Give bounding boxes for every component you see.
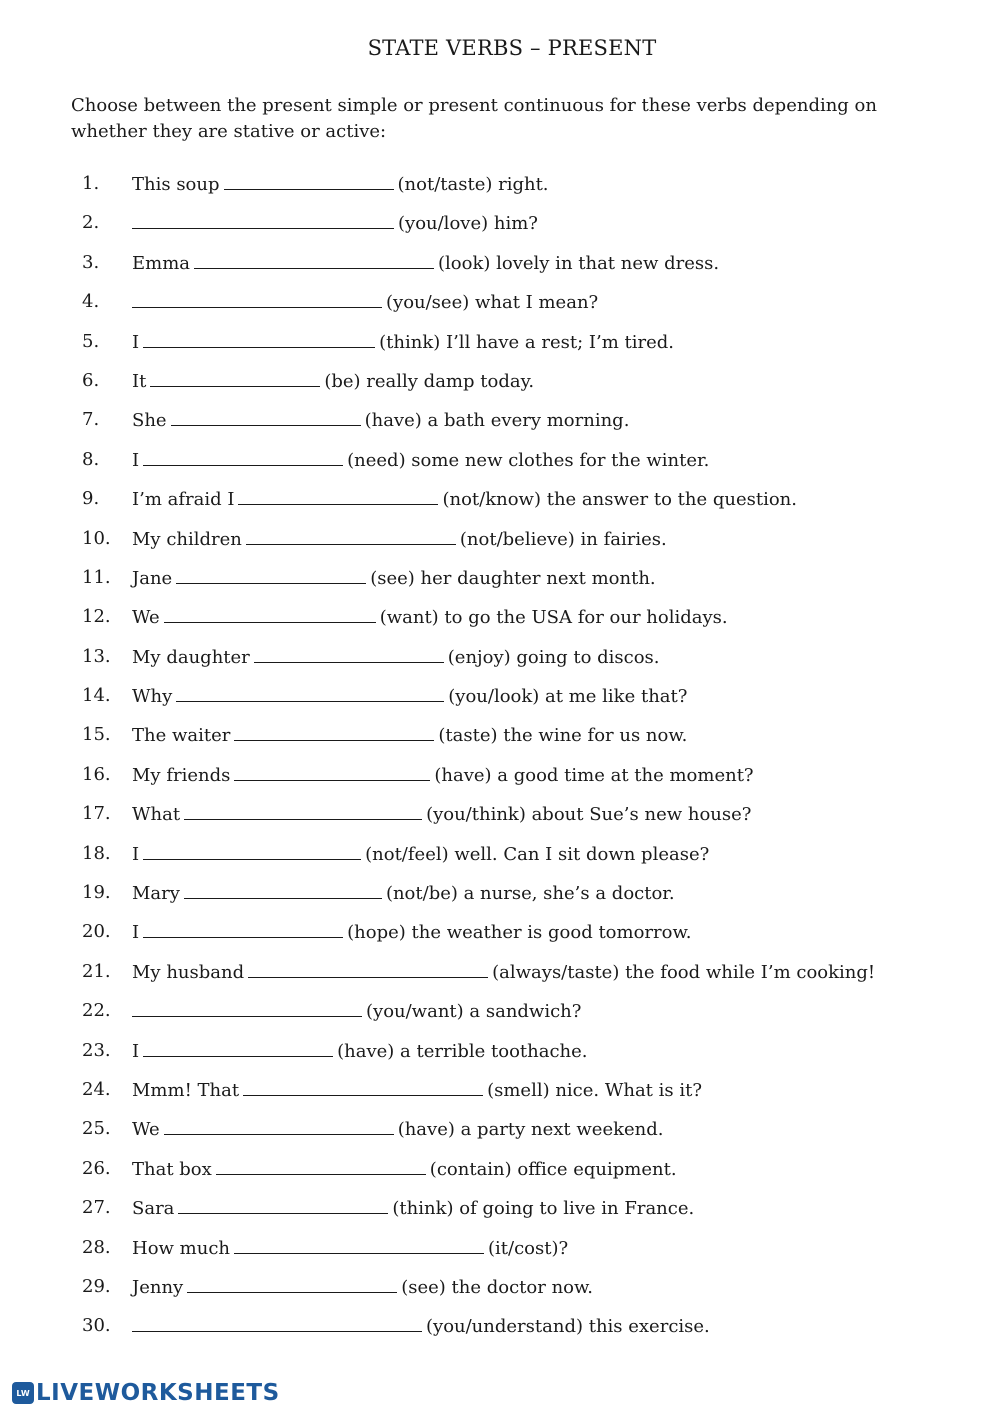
- sentence-start: Emma: [132, 252, 191, 274]
- sentence-start: This soup: [132, 174, 220, 195]
- sentence-end: (not/taste) right.: [397, 174, 549, 195]
- answer-blank[interactable]: [243, 1077, 483, 1096]
- sentence-start: My daughter: [132, 646, 250, 668]
- answer-blank[interactable]: [216, 1156, 426, 1175]
- item-number: 5.: [82, 330, 100, 352]
- sentence-end: (you/want) a sandwich?: [366, 1001, 582, 1023]
- sentence-start: I: [132, 449, 140, 471]
- sentence-start: I: [132, 922, 140, 944]
- item-sentence: [132, 722, 687, 749]
- item-sentence: [132, 1274, 593, 1301]
- item-number: 27.: [82, 1197, 111, 1219]
- item-number: 22.: [82, 1000, 111, 1022]
- exercise-item: [0, 526, 1000, 565]
- sentence-end: (not/believe) in fairies.: [459, 528, 667, 550]
- sentence-start: I: [132, 843, 140, 865]
- answer-blank[interactable]: [184, 801, 422, 820]
- footer-logo[interactable]: [12, 1380, 280, 1406]
- answer-blank[interactable]: [184, 880, 382, 899]
- item-sentence: [132, 1235, 568, 1262]
- item-number: 6.: [82, 369, 100, 391]
- exercise-item: [0, 289, 1000, 328]
- sentence-start: My husband: [132, 961, 245, 983]
- sentence-start: It: [132, 370, 147, 392]
- item-number: 3.: [82, 251, 100, 273]
- exercise-item: [0, 644, 1000, 683]
- item-number: 12.: [82, 606, 111, 628]
- item-sentence: [132, 683, 687, 710]
- sentence-start: How much: [132, 1237, 230, 1259]
- exercise-item: [0, 880, 1000, 919]
- sentence-start: We: [132, 607, 160, 629]
- answer-blank[interactable]: [132, 998, 362, 1017]
- sentence-end: (not/know) the answer to the question.: [442, 489, 797, 511]
- exercise-item: [0, 722, 1000, 761]
- item-number: 29.: [82, 1275, 111, 1297]
- exercise-item: [0, 1038, 1000, 1077]
- item-number: 21.: [82, 960, 111, 982]
- sentence-start: My friends: [132, 764, 231, 786]
- sentence-start: Why: [132, 686, 173, 708]
- sentence-end: (be) really damp today.: [324, 370, 535, 392]
- answer-blank[interactable]: [234, 762, 430, 781]
- item-number: 10.: [82, 527, 111, 549]
- item-sentence: [132, 289, 598, 316]
- exercise-item: [0, 1195, 1000, 1234]
- item-number: 18.: [82, 842, 111, 864]
- exercise-item: [0, 1274, 1000, 1313]
- sentence-start: Jane: [132, 567, 173, 589]
- item-number: 24.: [82, 1078, 111, 1100]
- answer-blank[interactable]: [143, 329, 375, 348]
- page-title: STATE VERBS – PRESENT: [367, 36, 657, 60]
- item-sentence: [132, 801, 751, 828]
- item-sentence: [132, 1156, 677, 1183]
- exercise-item: [0, 998, 1000, 1037]
- sentence-end: (look) lovely in that new dress.: [438, 252, 720, 274]
- item-number: 20.: [82, 921, 111, 943]
- exercise-item: [0, 683, 1000, 722]
- sentence-end: (see) her daughter next month.: [370, 567, 656, 589]
- answer-blank[interactable]: [178, 1195, 388, 1214]
- exercise-item: [0, 1313, 1000, 1352]
- sentence-end: (have) a party next weekend.: [397, 1119, 664, 1141]
- sentence-end: (see) the doctor now.: [401, 1276, 594, 1298]
- item-number: 9.: [82, 488, 100, 510]
- sentence-end: (contain) office equipment.: [429, 1158, 677, 1180]
- item-sentence: [132, 604, 728, 631]
- item-number: 30.: [82, 1315, 111, 1337]
- exercise-item: [0, 329, 1000, 368]
- exercise-item: [0, 841, 1000, 880]
- sentence-start: I’m afraid I: [132, 489, 235, 511]
- sentence-end: (want) to go the USA for our holidays.: [379, 607, 728, 629]
- exercise-item: [0, 1116, 1000, 1155]
- item-number: 15.: [82, 724, 111, 746]
- exercise-item: [0, 368, 1000, 407]
- sentence-end: (have) a good time at the moment?: [434, 764, 754, 786]
- sentence-end: (need) some new clothes for the winter.: [347, 449, 710, 471]
- item-sentence: [132, 329, 674, 356]
- sentence-end: (you/see) what I mean?: [386, 292, 599, 314]
- item-sentence: [132, 762, 754, 789]
- answer-blank[interactable]: [143, 447, 343, 466]
- exercise-item: [0, 565, 1000, 604]
- sentence-end: (you/love) him?: [398, 213, 538, 235]
- item-number: 26.: [82, 1157, 111, 1179]
- sentence-end: (smell) nice. What is it?: [487, 1079, 702, 1101]
- answer-blank[interactable]: [246, 526, 456, 545]
- sentence-end: (you/understand) this exercise.: [426, 1316, 710, 1338]
- answer-blank[interactable]: [234, 722, 434, 741]
- sentence-start: What: [132, 804, 181, 826]
- item-number: 16.: [82, 763, 111, 785]
- item-number: 8.: [82, 448, 100, 470]
- sentence-end: (it/cost)?: [488, 1237, 569, 1259]
- item-number: 28.: [82, 1236, 111, 1258]
- sentence-end: (hope) the weather is good tomorrow.: [347, 922, 692, 944]
- answer-blank[interactable]: [234, 1235, 484, 1254]
- item-sentence: [132, 998, 581, 1025]
- sentence-start: Jenny: [132, 1276, 184, 1298]
- item-number: 11.: [82, 566, 111, 588]
- answer-blank[interactable]: [254, 644, 444, 663]
- answer-blank[interactable]: [176, 565, 366, 584]
- sentence-start: Mmm! That: [132, 1079, 240, 1101]
- answer-blank[interactable]: [143, 841, 361, 860]
- answer-blank[interactable]: [238, 486, 438, 505]
- sentence-end: (not/be) a nurse, she’s a doctor.: [385, 883, 675, 905]
- item-sentence: [132, 1038, 588, 1065]
- sentence-end: (you/look) at me like that?: [448, 686, 688, 708]
- sentence-start: I: [132, 1040, 140, 1062]
- exercise-item: [0, 210, 1000, 249]
- sentence-end: (not/feel) well. Can I sit down please?: [365, 843, 710, 865]
- sentence-end: (you/think) about Sue’s new house?: [426, 804, 752, 826]
- item-sentence: [132, 171, 549, 198]
- answer-blank[interactable]: [187, 1274, 397, 1293]
- answer-blank[interactable]: [164, 604, 376, 623]
- item-sentence: [132, 1077, 702, 1104]
- sentence-start: Sara: [132, 1198, 175, 1220]
- item-sentence: [132, 407, 629, 434]
- item-number: 2.: [82, 212, 100, 234]
- answer-blank[interactable]: [171, 407, 361, 426]
- sentence-end: (think) I’ll have a rest; I’m tired.: [379, 331, 674, 353]
- answer-blank[interactable]: [176, 683, 444, 702]
- sentence-start: I: [132, 331, 140, 353]
- answer-blank[interactable]: [164, 1116, 394, 1135]
- answer-blank[interactable]: [132, 1313, 422, 1332]
- exercise-list: [0, 171, 1000, 1353]
- instructions: Choose between the present simple or present continuous for these verbs depending on whether they are stative or active:: [71, 95, 877, 142]
- item-number: 23.: [82, 1039, 111, 1061]
- sentence-start: She: [132, 410, 167, 432]
- item-number: 17.: [82, 803, 111, 825]
- exercise-item: [0, 1077, 1000, 1116]
- answer-blank[interactable]: [143, 919, 343, 938]
- item-sentence: [132, 644, 660, 671]
- exercise-item: [0, 407, 1000, 446]
- sentence-start: My children: [132, 528, 242, 550]
- sentence-end: (always/taste) the food while I’m cooking!: [492, 961, 876, 983]
- exercise-item: [0, 604, 1000, 643]
- item-number: 13.: [82, 645, 111, 667]
- sentence-start: The waiter: [132, 725, 231, 747]
- exercise-item: [0, 486, 1000, 525]
- item-sentence: [132, 841, 709, 868]
- item-number: 14.: [82, 685, 111, 707]
- exercise-item: [0, 1156, 1000, 1195]
- answer-blank[interactable]: [248, 959, 488, 978]
- sentence-end: (have) a terrible toothache.: [337, 1040, 588, 1062]
- exercise-item: [0, 801, 1000, 840]
- answer-blank[interactable]: [132, 289, 382, 308]
- exercise-item: [0, 250, 1000, 289]
- answer-blank[interactable]: [132, 210, 394, 229]
- item-sentence: [132, 565, 656, 592]
- item-number: 25.: [82, 1118, 111, 1140]
- item-sentence: [132, 1313, 710, 1340]
- item-number: 4.: [82, 291, 100, 313]
- exercise-item: [0, 959, 1000, 998]
- answer-blank[interactable]: [150, 368, 320, 387]
- item-sentence: [132, 368, 534, 395]
- exercise-item: [0, 447, 1000, 486]
- answer-blank[interactable]: [143, 1038, 333, 1057]
- item-sentence: [132, 959, 875, 986]
- item-sentence: [132, 1116, 664, 1143]
- item-number: 7.: [82, 409, 100, 431]
- sentence-start: That box: [132, 1158, 212, 1180]
- item-sentence: [132, 250, 719, 277]
- brand-name: LIVEWORKSHEETS: [36, 1380, 280, 1406]
- answer-blank[interactable]: [224, 171, 394, 190]
- item-sentence: [132, 210, 538, 237]
- item-sentence: [132, 919, 691, 946]
- sentence-end: (have) a bath every morning.: [364, 410, 630, 432]
- item-sentence: [132, 1195, 694, 1222]
- item-sentence: [132, 447, 709, 474]
- answer-blank[interactable]: [194, 250, 434, 269]
- item-sentence: [132, 526, 667, 553]
- exercise-item: [0, 1235, 1000, 1274]
- exercise-item: [0, 762, 1000, 801]
- sentence-end: (taste) the wine for us now.: [438, 725, 688, 747]
- sentence-end: (enjoy) going to discos.: [447, 646, 660, 668]
- sentence-start: Mary: [132, 883, 180, 905]
- item-sentence: [132, 880, 675, 907]
- item-number: 1.: [82, 173, 100, 194]
- item-sentence: [132, 486, 797, 513]
- exercise-item: [0, 171, 1000, 210]
- sentence-start: We: [132, 1119, 160, 1141]
- item-number: 19.: [82, 882, 111, 904]
- exercise-item: [0, 919, 1000, 958]
- sentence-end: (think) of going to live in France.: [392, 1198, 695, 1220]
- liveworksheets-logo-icon: LW: [12, 1382, 34, 1404]
